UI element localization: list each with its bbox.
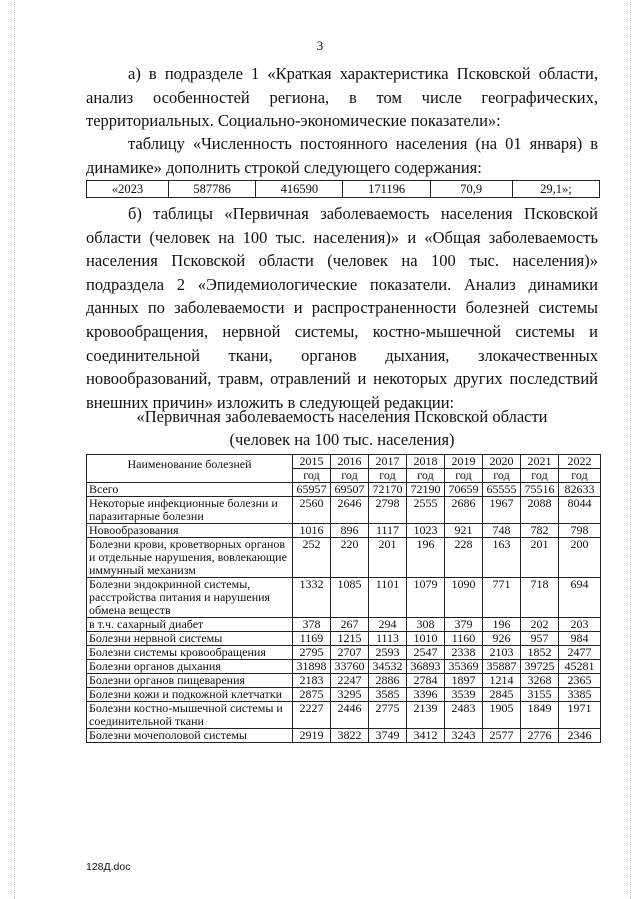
- value-cell: 3822: [331, 729, 369, 743]
- value-cell: 39725: [521, 660, 559, 674]
- value-cell: 984: [559, 632, 601, 646]
- value-cell: 2446: [331, 702, 369, 729]
- value-cell: 2577: [483, 729, 521, 743]
- value-cell: 798: [559, 524, 601, 538]
- value-cell: 1849: [521, 702, 559, 729]
- scan-edge-right: [630, 0, 633, 899]
- value-cell: 1967: [483, 497, 521, 524]
- value-cell: 1010: [407, 632, 445, 646]
- morbidity-table: [86, 454, 601, 743]
- table-row: [87, 674, 601, 688]
- column-header-year: 2015 год: [293, 455, 331, 483]
- value-cell: 72190: [407, 483, 445, 497]
- value-cell: 2795: [293, 646, 331, 660]
- value-cell: 2845: [483, 688, 521, 702]
- value-cell: 2477: [559, 646, 601, 660]
- value-cell: 2365: [559, 674, 601, 688]
- column-header-year: 2018 год: [407, 455, 445, 483]
- column-header-year: 2017 год: [369, 455, 407, 483]
- value-cell: 3155: [521, 688, 559, 702]
- disease-name-cell: Болезни нервной системы: [87, 632, 293, 646]
- value-cell: 2088: [521, 497, 559, 524]
- value-cell: 2686: [445, 497, 483, 524]
- table-row: [87, 618, 601, 632]
- value-cell: 70659: [445, 483, 483, 497]
- insert-cell: 171196: [343, 181, 430, 198]
- value-cell: 72170: [369, 483, 407, 497]
- value-cell: 2798: [369, 497, 407, 524]
- table-row: [87, 578, 601, 618]
- value-cell: 2183: [293, 674, 331, 688]
- value-cell: 196: [407, 538, 445, 578]
- value-cell: 2483: [445, 702, 483, 729]
- value-cell: 202: [521, 618, 559, 632]
- value-cell: 771: [483, 578, 521, 618]
- insert-cell: 70,9: [430, 181, 512, 198]
- value-cell: 2338: [445, 646, 483, 660]
- value-cell: 921: [445, 524, 483, 538]
- value-cell: 35369: [445, 660, 483, 674]
- disease-name-cell: Болезни эндокринной системы, расстройства питания и нарушения обмена веществ: [87, 578, 293, 618]
- value-cell: 65957: [293, 483, 331, 497]
- column-header-disease: Наименование болезней: [87, 455, 293, 483]
- value-cell: 379: [445, 618, 483, 632]
- value-cell: 2555: [407, 497, 445, 524]
- value-cell: 2646: [331, 497, 369, 524]
- table-row: [87, 702, 601, 729]
- value-cell: 3585: [369, 688, 407, 702]
- value-cell: 2919: [293, 729, 331, 743]
- value-cell: 2784: [407, 674, 445, 688]
- value-cell: 896: [331, 524, 369, 538]
- value-cell: 1023: [407, 524, 445, 538]
- value-cell: 3385: [559, 688, 601, 702]
- value-cell: 3243: [445, 729, 483, 743]
- value-cell: 1905: [483, 702, 521, 729]
- paragraph-a: а) в подразделе 1 «Краткая характеристика Псковской области, анализ особенностей региона, в том числе географических, территориальных. Социально-экономические показатели»:: [86, 64, 598, 131]
- value-cell: 34532: [369, 660, 407, 674]
- value-cell: 2227: [293, 702, 331, 729]
- value-cell: 2547: [407, 646, 445, 660]
- table-row: [87, 660, 601, 674]
- value-cell: 36893: [407, 660, 445, 674]
- value-cell: 65555: [483, 483, 521, 497]
- value-cell: 1117: [369, 524, 407, 538]
- value-cell: 2103: [483, 646, 521, 660]
- value-cell: 8044: [559, 497, 601, 524]
- page-number: 3: [316, 38, 324, 53]
- file-name-footer: 128Д.doc: [86, 861, 131, 873]
- table-row: [87, 181, 600, 198]
- value-cell: 1016: [293, 524, 331, 538]
- value-cell: 2775: [369, 702, 407, 729]
- value-cell: 220: [331, 538, 369, 578]
- value-cell: 2593: [369, 646, 407, 660]
- value-cell: 2139: [407, 702, 445, 729]
- value-cell: 2560: [293, 497, 331, 524]
- value-cell: 1332: [293, 578, 331, 618]
- value-cell: 163: [483, 538, 521, 578]
- value-cell: 45281: [559, 660, 601, 674]
- column-header-year: 2021 год: [521, 455, 559, 483]
- value-cell: 2875: [293, 688, 331, 702]
- value-cell: 1113: [369, 632, 407, 646]
- value-cell: 718: [521, 578, 559, 618]
- value-cell: 82633: [559, 483, 601, 497]
- value-cell: 31898: [293, 660, 331, 674]
- value-cell: 33760: [331, 660, 369, 674]
- value-cell: 1169: [293, 632, 331, 646]
- column-header-year: 2020 год: [483, 455, 521, 483]
- column-header-year: 2019 год: [445, 455, 483, 483]
- scan-edge-left: [14, 0, 17, 899]
- disease-name-cell: Болезни кожи и подкожной клетчатки: [87, 688, 293, 702]
- value-cell: 294: [369, 618, 407, 632]
- disease-name-cell: Болезни мочеполовой системы: [87, 729, 293, 743]
- column-header-year: 2022 год: [559, 455, 601, 483]
- table-row: [87, 483, 601, 497]
- value-cell: 957: [521, 632, 559, 646]
- value-cell: 2346: [559, 729, 601, 743]
- value-cell: 252: [293, 538, 331, 578]
- disease-name-cell: Болезни костно-мышечной системы и соединительной ткани: [87, 702, 293, 729]
- insert-cell: 29,1»;: [512, 181, 599, 198]
- table-row: [87, 632, 601, 646]
- table-subtitle: (человек на 100 тыс. населения): [229, 430, 455, 449]
- value-cell: 1090: [445, 578, 483, 618]
- disease-name-cell: Некоторые инфекционные болезни и паразитарные болезни: [87, 497, 293, 524]
- disease-name-cell: Всего: [87, 483, 293, 497]
- value-cell: 1897: [445, 674, 483, 688]
- value-cell: 69507: [331, 483, 369, 497]
- value-cell: 201: [369, 538, 407, 578]
- insert-cell: 416590: [256, 181, 343, 198]
- value-cell: 2886: [369, 674, 407, 688]
- value-cell: 201: [521, 538, 559, 578]
- table-row: [87, 538, 601, 578]
- value-cell: 1085: [331, 578, 369, 618]
- table-row: [87, 646, 601, 660]
- value-cell: 378: [293, 618, 331, 632]
- value-cell: 1079: [407, 578, 445, 618]
- value-cell: 1852: [521, 646, 559, 660]
- value-cell: 1160: [445, 632, 483, 646]
- value-cell: 926: [483, 632, 521, 646]
- table-title: «Первичная заболеваемость населения Псковской области: [136, 407, 548, 426]
- value-cell: 1214: [483, 674, 521, 688]
- value-cell: 1101: [369, 578, 407, 618]
- value-cell: 35887: [483, 660, 521, 674]
- insert-cell: «2023: [87, 181, 169, 198]
- table-row: [87, 688, 601, 702]
- disease-name-cell: в т.ч. сахарный диабет: [87, 618, 293, 632]
- value-cell: 196: [483, 618, 521, 632]
- table-row: [87, 729, 601, 743]
- value-cell: 75516: [521, 483, 559, 497]
- table-row: [87, 524, 601, 538]
- disease-name-cell: Болезни органов пищеварения: [87, 674, 293, 688]
- disease-name-cell: Новообразования: [87, 524, 293, 538]
- value-cell: 694: [559, 578, 601, 618]
- paragraph-table-note: таблицу «Численность постоянного населения (на 01 января) в динамике» дополнить строкой следующего содержания:: [86, 134, 598, 177]
- value-cell: 3268: [521, 674, 559, 688]
- disease-name-cell: Болезни крови, кроветворных органов и отдельные нарушения, вовлекающие иммунный механизм: [87, 538, 293, 578]
- population-insert-row-table: [86, 180, 600, 198]
- table-header-row: [87, 455, 601, 483]
- value-cell: 3396: [407, 688, 445, 702]
- value-cell: 203: [559, 618, 601, 632]
- value-cell: 3295: [331, 688, 369, 702]
- value-cell: 782: [521, 524, 559, 538]
- table-row: [87, 497, 601, 524]
- paragraph-b: б) таблицы «Первичная заболеваемость населения Псковской области (человек на 100 тыс. населения)» и «Общая заболеваемость населения Псковской области (человек на 100 тыс. населения)» подраздела 2 «Эпидемиологические показатели. Анализ динамики данных по заболеваемости и распространенности болезней системы кровообращения, нервной системы, костно-мышечной системы и соединительной ткани, органов дыхания, злокачественных новообразований, травм, отравлений и некоторых других последствий внешних причин» изложить в следующей редакции:: [86, 204, 598, 412]
- value-cell: 2776: [521, 729, 559, 743]
- value-cell: 1971: [559, 702, 601, 729]
- disease-name-cell: Болезни органов дыхания: [87, 660, 293, 674]
- value-cell: 2247: [331, 674, 369, 688]
- value-cell: 748: [483, 524, 521, 538]
- value-cell: 3412: [407, 729, 445, 743]
- value-cell: 308: [407, 618, 445, 632]
- value-cell: 267: [331, 618, 369, 632]
- disease-name-cell: Болезни системы кровообращения: [87, 646, 293, 660]
- column-header-year: 2016 год: [331, 455, 369, 483]
- insert-cell: 587786: [169, 181, 256, 198]
- value-cell: 3539: [445, 688, 483, 702]
- value-cell: 2707: [331, 646, 369, 660]
- value-cell: 228: [445, 538, 483, 578]
- value-cell: 200: [559, 538, 601, 578]
- value-cell: 1215: [331, 632, 369, 646]
- value-cell: 3749: [369, 729, 407, 743]
